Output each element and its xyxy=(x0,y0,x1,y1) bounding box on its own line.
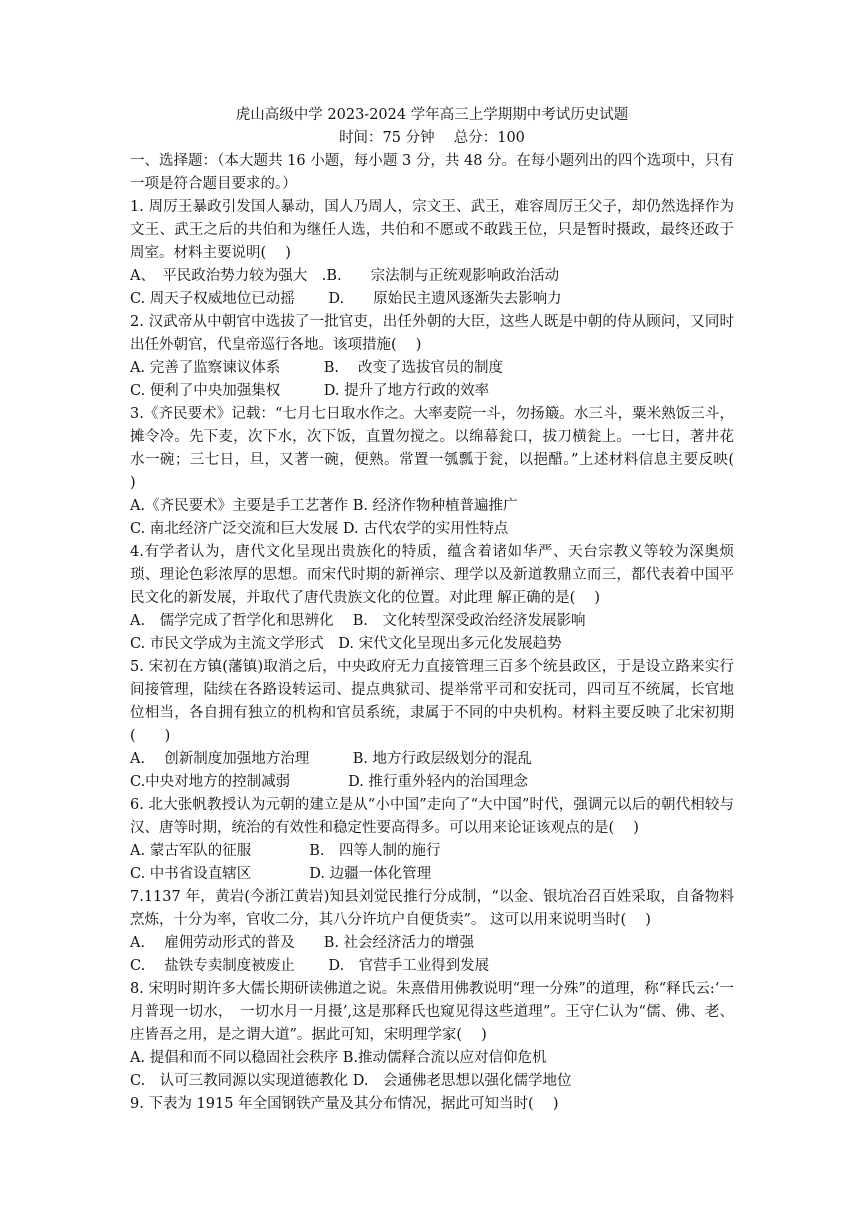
exam-time-score: 时间：75 分钟 总分：100 xyxy=(339,130,525,146)
question-5-options-row-2: C.中央对地方的控制减弱 D. 推行重外轻内的治国理念 xyxy=(130,774,529,790)
question-6-options-row-1: A. 蒙古军队的征服 B. 四等人制的施行 xyxy=(130,843,441,859)
question-2-options-row-1: A. 完善了监察谏议体系 B. 改变了选拔官员的制度 xyxy=(130,360,504,376)
question-8-options-row-2: C. 认可三教同源以实现道德教化 D. 会通佛老思想以强化儒学地位 xyxy=(130,1073,572,1089)
question-4-options-row-2: C. 市民文学成为主流文学形式 D. 宋代文化呈现出多元化发展趋势 xyxy=(130,636,562,652)
question-3-options-row-2: C. 南北经济广泛交流和巨大发展 D. 古代农学的实用性特点 xyxy=(130,521,509,537)
question-4-stem: 4.有学者认为，唐代文化呈现出贵族化的特质，蕴含着诸如华严、天台宗教义等较为深奥烦琐、理论色彩浓厚的思想。而宋代时期的新禅宗、理学以及新道教鼎立而三，都代表着中国平民文化的新发展，并取代了唐代贵族文化的位置。对此理 解正确的是( ) xyxy=(130,544,734,606)
question-6-options-row-2: C. 中书省设直辖区 D. 边疆一体化管理 xyxy=(130,866,432,882)
question-7-stem: 7.1137 年，黄岩(今浙江黄岩)知县刘觉民推行分成制，“以金、银坑冶召百姓采取，自备物料烹炼，十分为率，官收二分，其八分许坑户自便货卖”。 这可以用来说明当时( ) xyxy=(130,889,734,928)
question-5-options-row-1: A. 创新制度加强地方治理 B. 地方行政层级划分的混乱 xyxy=(130,751,533,767)
section-heading: 一、选择题：（本大题共 16 小题，每小题 3 分，共 48 分。在每小题列出的四个选项中，只有一项是符合题目要求的。） xyxy=(130,153,734,192)
question-2-stem: 2. 汉武帝从中朝官中选拔了一批官吏，出任外朝的大臣，这些人既是中朝的侍从顾问，又同时出任外朝官，代皇帝巡行各地。该项措施( ) xyxy=(130,314,734,353)
question-3-stem: 3.《齐民要术》记载：“七月七日取水作之。大率麦院一斗，勿扬簸。水三斗，粟米熟饭三斗，摊令冷。先下麦，次下水，次下饭，直置勿搅之。以绵幕瓮口，拔刀横瓮上。一七日，著井花水一碗；三七日，旦，又著一碗，便熟。常置一瓠瓢于瓮，以挹醋。”上述材料信息主要反映( ) xyxy=(130,406,754,491)
question-6-stem: 6. 北大张帆教授认为元朝的建立是从“小中国”走向了“大中国”时代，强调元以后的朝代相较与汉、唐等时期，统治的有效性和稳定性要高得多。可以用来论证该观点的是( ) xyxy=(130,797,734,836)
question-5-stem: 5. 宋初在方镇(藩镇)取消之后，中央政府无力直接管理三百多个统县政区，于是设立路来实行间接管理，陆续在各路设转运司、提点典狱司、提举常平司和安抚司，四司互不统属，长官地位相当，各自拥有独立的机构和官员系统，隶属于不同的中央机构。材料主要反映了北宋初期( ) xyxy=(130,659,734,744)
question-4-options-row-1: A. 儒学完成了哲学化和思辨化 B. 文化转型深受政治经济发展影响 xyxy=(130,613,586,629)
question-7-options-row-2: C. 盐铁专卖制度被废止 D. 官营手工业得到发展 xyxy=(130,958,490,974)
question-8-stem: 8. 宋明时期许多大儒长期研读佛道之说。朱熹借用佛教说明“理一分殊”的道理，称“释氏云:‘一月普现一切水， 一切水月一月摄’,这是那释氏也窥见得这些道理”。王守仁认为“儒、佛、老、庄皆吾之用，是之谓大道”。据此可知，宋明理学家( ) xyxy=(130,981,734,1043)
question-2-options-row-2: C. 便利了中央加强集权 D. 提升了地方行政的效率 xyxy=(130,383,490,399)
question-1-options-row-2: C. 周天子权威地位已动摇 D. 原始民主遗风逐渐失去影响力 xyxy=(130,291,562,307)
exam-page xyxy=(130,104,754,1116)
exam-title: 虎山高级中学 2023-2024 学年高三上学期期中考试历史试题 xyxy=(235,107,629,123)
question-8-options-row-1: A. 提倡和而不同以稳固社会秩序 B.推动儒释合流以应对信仰危机 xyxy=(130,1050,547,1066)
question-1-options-row-1: A、 平民政治势力较为强大 .B. 宗法制与正统观影响政治活动 xyxy=(130,268,560,284)
question-1-stem: 1. 周厉王暴政引发国人暴动，国人乃周人，宗文王、武王，难容周厉王父子，却仍然选择作为文王、武王之后的共伯和为继任人选，共伯和不愿或不敢践王位，只是暂时摄政，最终还政于周室。材料主要说明( ) xyxy=(130,199,734,261)
question-9-stem: 9. 下表为 1915 年全国钢铁产量及其分布情况，据此可知当时( ) xyxy=(130,1096,559,1112)
question-3-options-row-1: A.《齐民要术》主要是手工艺著作 B. 经济作物种植普遍推广 xyxy=(130,498,518,514)
question-7-options-row-1: A. 雇佣劳动形式的普及 B. 社会经济活力的增强 xyxy=(130,935,475,951)
